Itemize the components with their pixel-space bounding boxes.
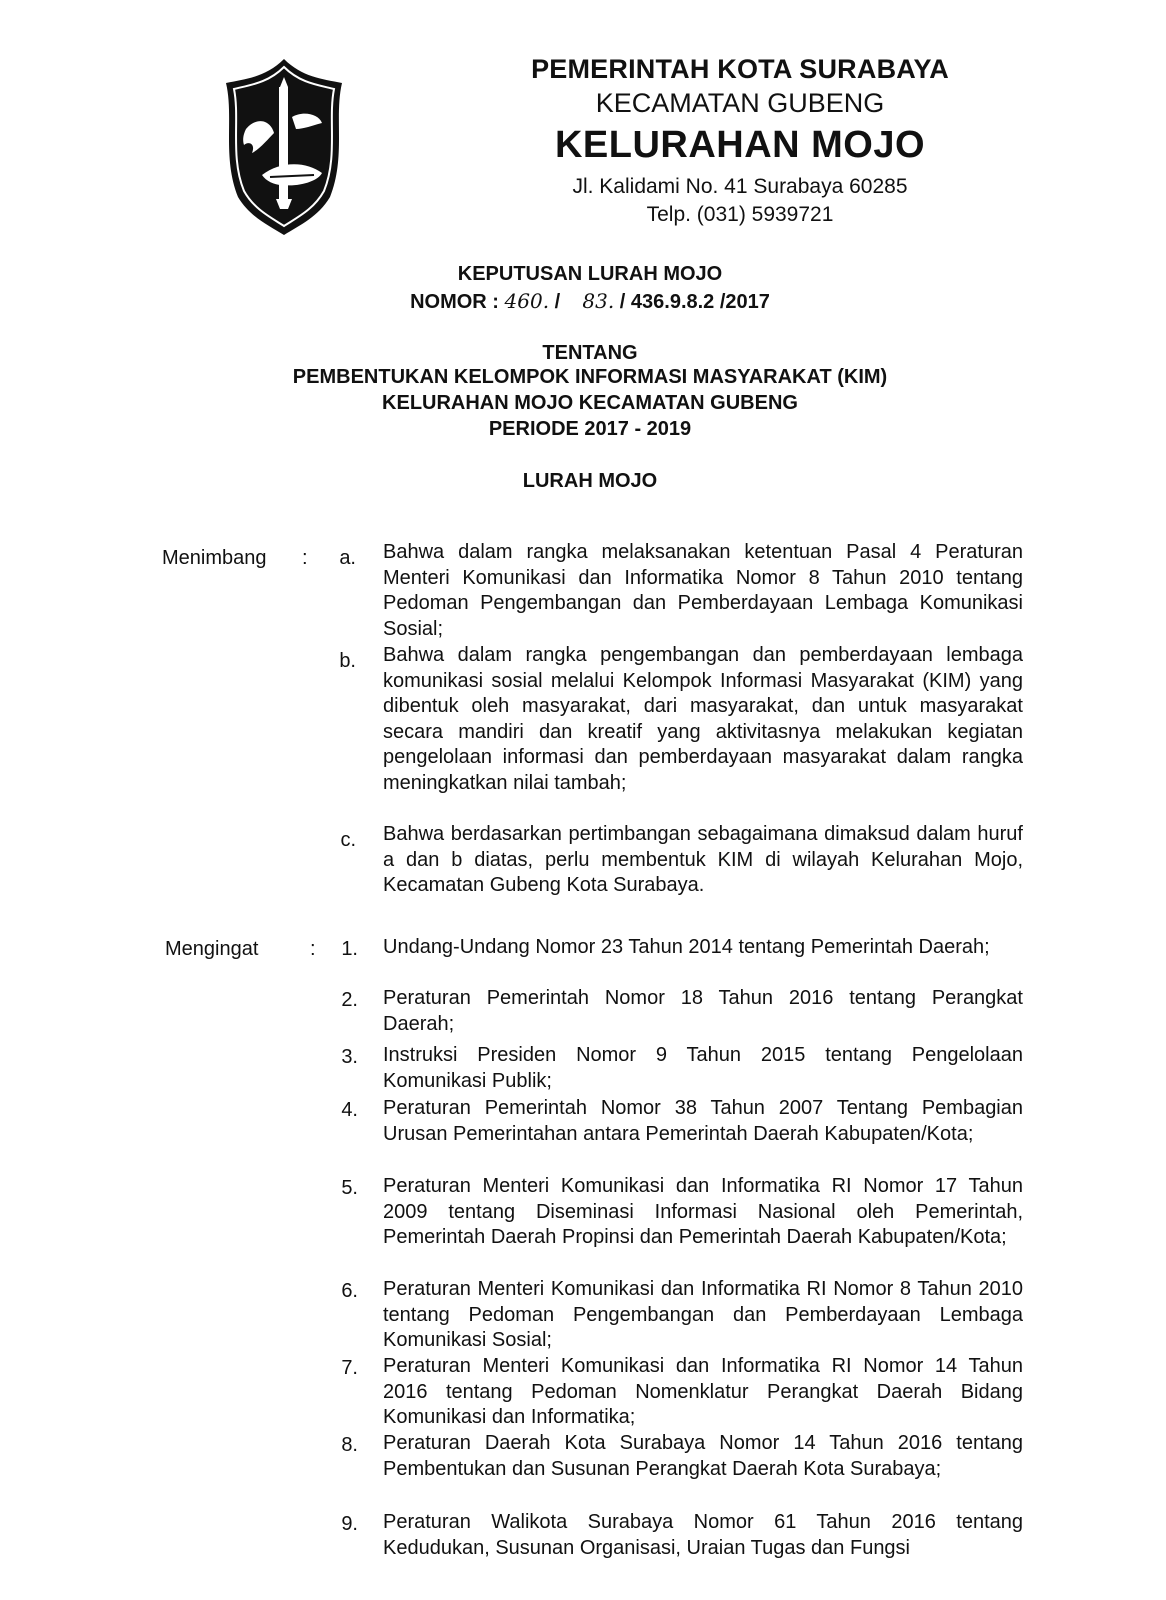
- list-item-text: Peraturan Menteri Komunikasi dan Informatika RI Nomor 14 Tahun 2016 tentang Pedoman Nomenklatur Perangkat Daerah Bidang Komunikasi dan Informatika;: [383, 1355, 1023, 1428]
- list-item-text: Peraturan Daerah Kota Surabaya Nomor 14 Tahun 2016 tentang Pembentukan dan Susunan Perangkat Daerah Kota Surabaya;: [383, 1432, 1023, 1480]
- list-item-marker: a.: [339, 547, 356, 569]
- list-item-text: Instruksi Presiden Nomor 9 Tahun 2015 tentang Pengelolaan Komunikasi Publik;: [383, 1044, 1023, 1092]
- decree-issuer: LURAH MOJO: [522, 470, 658, 492]
- list-item-text: Peraturan Pemerintah Nomor 38 Tahun 2007 Tentang Pembagian Urusan Pemerintahan antara Pemerintah Daerah Kabupaten/Kota;: [383, 1097, 1023, 1145]
- decree-number-sep: /: [554, 291, 561, 313]
- decree-subject-line-3: PERIODE 2017 - 2019: [488, 418, 692, 440]
- list-item-text: Peraturan Menteri Komunikasi dan Informatika RI Nomor 17 Tahun 2009 tentang Diseminasi Informasi Nasional oleh Pemerintah, Pemerintah Daerah Propinsi dan Pemerintah Daerah Kabupaten/Kota;: [383, 1175, 1023, 1248]
- decree-number: [330, 289, 850, 314]
- list-item-marker: 8.: [341, 1434, 358, 1456]
- letterhead-address: Jl. Kalidami No. 41 Surabaya 60285: [572, 175, 908, 198]
- mengingat-label: Mengingat: [165, 938, 259, 960]
- list-item-marker: b.: [339, 650, 356, 672]
- list-item-marker: 1.: [341, 938, 358, 960]
- decree-subject-line-1: PEMBENTUKAN KELOMPOK INFORMASI MASYARAKAT (KIM): [292, 366, 888, 388]
- decree-number-suffix: / 436.9.8.2 /2017: [619, 291, 770, 313]
- list-item-marker: c.: [340, 829, 356, 851]
- list-item-marker: 5.: [341, 1177, 358, 1199]
- list-item-marker: 7.: [341, 1357, 358, 1379]
- list-item-text: Bahwa berdasarkan pertimbangan sebagaimana dimaksud dalam huruf a dan b diatas, perlu membentuk KIM di wilayah Kelurahan Mojo, Kecamatan Gubeng Kota Surabaya.: [383, 823, 1023, 896]
- letterhead-district: KECAMATAN GUBENG: [595, 88, 885, 118]
- menimbang-colon: :: [302, 547, 308, 569]
- list-item-text: Peraturan Walikota Surabaya Nomor 61 Tahun 2016 tentang Kedudukan, Susunan Organisasi, Uraian Tugas dan Fungsi: [383, 1511, 1023, 1559]
- decree-number-handwritten-1: 460.: [504, 289, 550, 313]
- decree-number-handwritten-2: 83.: [582, 289, 615, 313]
- menimbang-label: Menimbang: [162, 547, 267, 569]
- surabaya-emblem-icon: [222, 57, 346, 237]
- list-item-text: Bahwa dalam rangka pengembangan dan pemberdayaan lembaga komunikasi sosial melalui Kelompok Informasi Masyarakat (KIM) yang dibentuk oleh masyarakat, dari masyarakat, dan untuk masyarakat secara mandiri dan kreatif yang aktivitasnya melakukan kegiatan pengelolaan informasi dan pemberdayaan masyarakat dalam rangka meningkatkan nilai tambah;: [383, 644, 1023, 794]
- decree-subject-line-2: KELURAHAN MOJO KECAMATAN GUBENG: [382, 392, 798, 414]
- list-item-text: Peraturan Menteri Komunikasi dan Informatika RI Nomor 8 Tahun 2010 tentang Pedoman Pengembangan dan Pemberdayaan Lembaga Komunikasi Sosial;: [383, 1278, 1023, 1351]
- list-item-marker: 6.: [341, 1280, 358, 1302]
- decree-heading: KEPUTUSAN LURAH MOJO: [457, 263, 723, 285]
- list-item-text: Bahwa dalam rangka melaksanakan ketentuan Pasal 4 Peraturan Menteri Komunikasi dan Informatika Nomor 8 Tahun 2010 tentang Pedoman Pengembangan dan Pemberdayaan Lembaga Komunikasi Sosial;: [383, 541, 1023, 640]
- letterhead-village: KELURAHAN MOJO: [554, 124, 926, 166]
- decree-number-prefix: NOMOR :: [410, 291, 499, 313]
- letterhead-phone: Telp. (031) 5939721: [646, 203, 834, 226]
- list-item-marker: 4.: [341, 1099, 358, 1121]
- list-item-text: Peraturan Pemerintah Nomor 18 Tahun 2016 tentang Perangkat Daerah;: [383, 987, 1023, 1035]
- decree-about: TENTANG: [542, 342, 638, 364]
- list-item-text: Undang-Undang Nomor 23 Tahun 2014 tentang Pemerintah Daerah;: [383, 936, 990, 958]
- list-item-marker: 2.: [341, 989, 358, 1011]
- mengingat-colon: :: [310, 938, 316, 960]
- list-item-marker: 9.: [341, 1513, 358, 1535]
- list-item-marker: 3.: [341, 1046, 358, 1068]
- letterhead-government: PEMERINTAH KOTA SURABAYA: [531, 54, 949, 84]
